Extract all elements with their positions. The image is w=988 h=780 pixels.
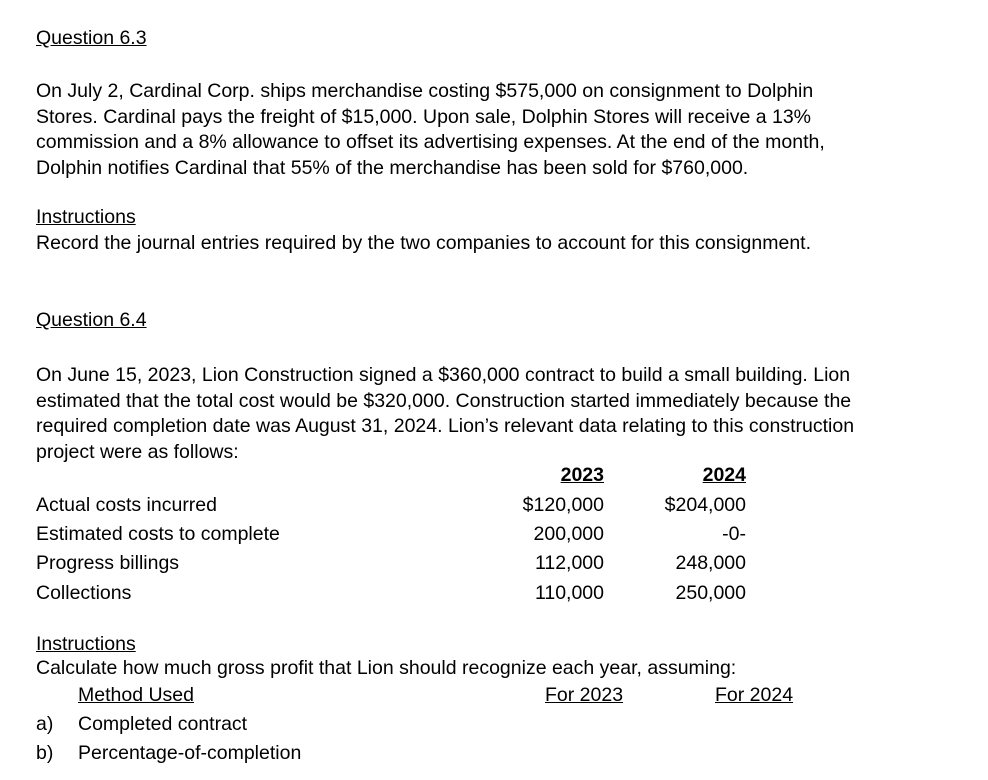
q64-instructions-heading: Instructions [36,633,136,655]
table-cell-2023: $120,000 [522,494,604,516]
q63-line-4: Dolphin notifies Cardinal that 55% of the merchandise has been sold for $760,000. [36,156,749,179]
for-2024-header: For 2024 [715,684,794,706]
q64-line-2: estimated that the total cost would be $320,000. Construction started immediately because the [36,389,852,412]
method-b-label: Percentage-of-completion [78,742,302,764]
table-row-label: Estimated costs to complete [36,523,280,545]
q63-instructions-heading: Instructions [36,206,136,228]
q64-line-3: required completion date was August 31, 2024. Lion’s relevant data relating to this construction [36,415,855,437]
q64-heading: Question 6.4 [36,309,147,331]
table-header-2023: 2023 [560,464,604,486]
q64-line-4: project were as follows: [36,440,239,463]
q63-heading: Question 6.3 [36,27,147,49]
table-row-label: Actual costs incurred [36,494,217,516]
table-row-label: Progress billings [36,552,180,574]
table-cell-2024: 248,000 [675,552,746,574]
table-cell-2023: 200,000 [533,523,604,545]
method-a-label: Completed contract [78,713,248,735]
q64-line-1: On June 15, 2023, Lion Construction signed a $360,000 contract to build a small building. Lion [36,364,851,386]
table-header-2024: 2024 [702,464,746,486]
for-2023-header: For 2023 [545,684,624,706]
q64-paragraph [36,363,976,465]
q63-line-1: On July 2, Cardinal Corp. ships merchandise costing $575,000 on consignment to Dolphin [36,80,814,102]
method-a-marker: a) [36,713,54,735]
method-b-marker: b) [36,742,54,764]
table-cell-2023: 110,000 [534,582,604,604]
table-cell-2024: $204,000 [664,494,746,516]
method-used-header: Method Used [78,684,194,706]
q63-paragraph [36,79,976,181]
table-cell-2024: -0- [722,523,746,545]
q63-instructions-text: Record the journal entries required by the two companies to account for this consignment. [36,232,812,254]
table-cell-2023: 112,000 [534,552,604,574]
q63-line-3: commission and a 8% allowance to offset its advertising expenses. At the end of the month, [36,131,825,153]
q64-instructions-text: Calculate how much gross profit that Lion should recognize each year, assuming: [36,657,737,679]
q63-line-2: Stores. Cardinal pays the freight of $15,000. Upon sale, Dolphin Stores will receive a 13% [36,105,812,128]
table-row-label: Collections [36,582,132,604]
table-cell-2024: 250,000 [675,582,746,604]
